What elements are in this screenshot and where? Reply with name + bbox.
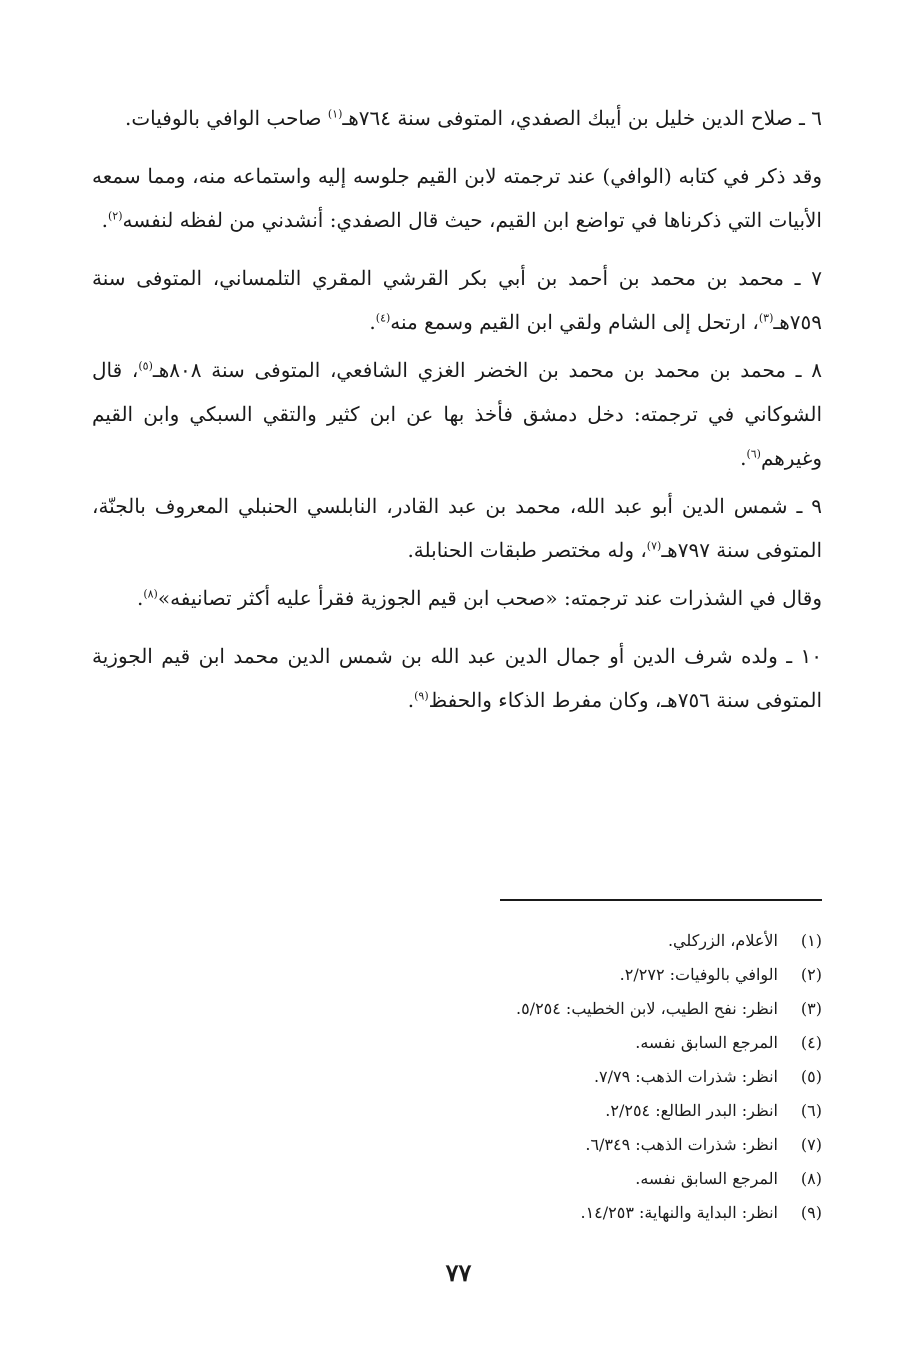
footnote-number: (٣) (800, 999, 822, 1018)
footnote-text: انظر: نفح الطيب، لابن الخطيب: ٥/٢٥٤. (515, 999, 778, 1018)
footnote-ref: (٩) (414, 689, 429, 703)
footnote-text: الوافي بالوفيات: ٢/٢٧٢. (619, 965, 778, 984)
footnote-text: المرجع السابق نفسه. (635, 1169, 778, 1188)
footnote-number: (٥) (800, 1067, 822, 1086)
footnote-item (262, 1128, 822, 1162)
paragraph-5: ٩ ـ شمس الدين أبو عبد الله، محمد بن عبد القادر، النابلسي الحنبلي المعروف بالجنّة، المتوفى سنة ٧٩٧هـ$^{(٧)}$، وله مختصر طبقات الحنابلة. (92, 494, 822, 562)
footnote-item (262, 924, 822, 958)
footnote-number: (٤) (800, 1033, 822, 1052)
page-number: ٧٧ (445, 1258, 472, 1287)
footnote-number: (٧) (800, 1135, 822, 1154)
footnote-text: المرجع السابق نفسه. (635, 1033, 778, 1052)
footnote-item (262, 1162, 822, 1196)
footnote-ref: (٥) (138, 359, 153, 373)
footnote-ref: (٧) (646, 539, 662, 553)
body-text (92, 96, 822, 722)
footnote-number: (٩) (800, 1203, 822, 1222)
footnote-item (262, 1094, 822, 1128)
footnote-ref: (٤) (375, 311, 391, 325)
footnote-text: انظر: البدر الطالع: ٢/٢٥٤. (605, 1101, 778, 1120)
footnote-ref: (٨) (143, 587, 158, 601)
footnote-number: (١) (800, 931, 822, 950)
footnote-ref: (٦) (746, 447, 761, 461)
footnote-separator (500, 899, 822, 901)
footnote-number: (٦) (800, 1101, 822, 1120)
footnote-ref: (٢) (107, 209, 123, 223)
paragraph-1: ٦ ـ صلاح الدين خليل بن أيبك الصفدي، المتوفى سنة ٧٦٤هـ$^{(١)}$ صاحب الوافي بالوفيات. (124, 106, 822, 130)
footnote-item (262, 958, 822, 992)
footnote-ref: (٣) (758, 311, 774, 325)
footnote-text: انظر: شذرات الذهب: ٧/٧٩. (593, 1067, 778, 1086)
paragraph-7: ١٠ ـ ولده شرف الدين أو جمال الدين عبد الله بن شمس الدين محمد ابن قيم الجوزية المتوفى سنة ٧٥٦هـ، وكان مفرط الذكاء والحفظ$^{(٩)}$. (92, 644, 822, 712)
footnote-number: (٢) (800, 965, 822, 984)
footnote-ref: (١) (327, 107, 343, 121)
footnotes-list (262, 924, 822, 1230)
footnote-number: (٨) (800, 1169, 822, 1188)
paragraph-3: ٧ ـ محمد بن محمد بن أحمد بن أبي بكر القرشي المقري التلمساني، المتوفى سنة ٧٥٩هـ$^{(٣)}$، ارتحل إلى الشام ولقي ابن القيم وسمع منه$^{(٤)}$. (92, 266, 822, 334)
paragraph-2: وقد ذكر في كتابه (الوافي) عند ترجمته لابن القيم جلوسه إليه واستماعه منه، ومما سمعه الأبيات التي ذكرناها في تواضع ابن القيم، حيث قال الصفدي: أنشدني من لفظه لنفسه$^{(٢)}$. (92, 164, 822, 232)
footnote-text: الأعلام، الزركلي. (667, 931, 778, 950)
footnote-item (262, 992, 822, 1026)
footnote-item (262, 1196, 822, 1230)
paragraph-4: ٨ ـ محمد بن محمد بن محمد بن الخضر الغزي الشافعي، المتوفى سنة ٨٠٨هـ$^{(٥)}$، قال الشوكاني في ترجمته: دخل دمشق فأخذ بها عن ابن كثير والتقي السبكي وابن القيم وغيرهم$^{(٦)}$. (92, 358, 822, 470)
footnote-text: انظر: البداية والنهاية: ١٤/٢٥٣. (580, 1203, 778, 1222)
footnote-item (262, 1026, 822, 1060)
footnote-item (262, 1060, 822, 1094)
paragraph-6: وقال في الشذرات عند ترجمته: «صحب ابن قيم الجوزية فقرأ عليه أكثر تصانيفه»$^{(٨)}$. (136, 586, 822, 610)
footnote-text: انظر: شذرات الذهب: ٦/٣٤٩. (585, 1135, 778, 1154)
